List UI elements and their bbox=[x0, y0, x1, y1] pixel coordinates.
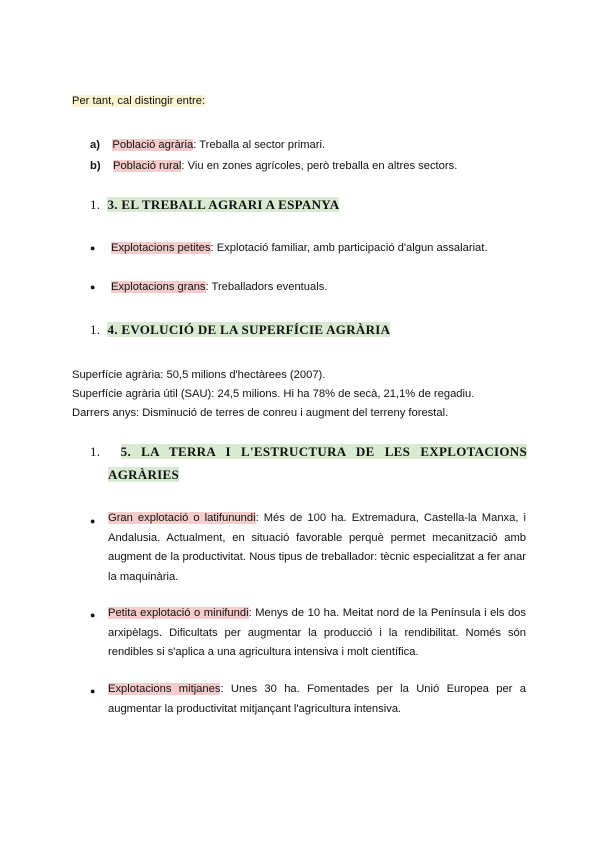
definition-a bbox=[90, 139, 325, 152]
bullet-term: Explotacions petites bbox=[110, 242, 211, 254]
section-heading-treball bbox=[90, 197, 339, 213]
bullet-text: : Treballadors eventuals. bbox=[205, 281, 328, 293]
bullet-term: Gran explotació o latifunundi bbox=[108, 512, 256, 524]
bullet-text: : Explotació familiar, amb participació d'algun assalariat. bbox=[210, 242, 488, 254]
definition-text: : Treballa al sector primari. bbox=[193, 139, 326, 151]
bullet-term: Explotacions grans bbox=[110, 281, 206, 293]
bullet-icon: ● bbox=[90, 243, 96, 253]
superficie-line: Superfície agrària: 50,5 milions d'hectàrees (2007). bbox=[72, 369, 326, 381]
list-marker: a) bbox=[90, 139, 100, 151]
definition-term: Població agrària bbox=[112, 139, 194, 151]
superficie-line: Darrers anys: Disminució de terres de conreu i augment del terreny forestal. bbox=[72, 407, 449, 419]
bullet-text: : Menys de 10 ha. Meitat nord de la Península i els dos arxipèlags. Dificultats per augmentar la producció i la rendibilitat. Només són rendibles si s'aplica a una agricultura intensiva i molt científica. bbox=[108, 607, 526, 658]
section-title: 5. LA TERRA I L'ESTRUCTURA DE LES EXPLOTACIONS bbox=[120, 444, 527, 459]
list-item bbox=[90, 242, 488, 255]
list-item bbox=[90, 281, 327, 294]
definition-text: : Viu en zones agrícoles, però treballa en altres sectors. bbox=[181, 160, 458, 172]
bullet-term: Explotacions mitjanes bbox=[108, 683, 221, 695]
intro-highlight: Per tant, cal distingir entre: bbox=[72, 95, 206, 107]
section-heading-evolucio bbox=[90, 322, 390, 338]
bullet-icon: ● bbox=[90, 610, 96, 620]
section-heading-terra bbox=[90, 444, 527, 460]
definition-b bbox=[90, 160, 457, 173]
section-title: AGRÀRIES bbox=[108, 467, 180, 482]
section-title: 4. EVOLUCIÓ DE LA SUPERFÍCIE AGRÀRIA bbox=[107, 322, 391, 337]
list-item bbox=[108, 509, 526, 587]
section-title: 3. EL TREBALL AGRARI A ESPANYA bbox=[107, 197, 340, 212]
section-number: 1. bbox=[90, 444, 101, 459]
list-item bbox=[108, 604, 526, 663]
section-number: 1. bbox=[90, 197, 101, 212]
list-marker: b) bbox=[90, 160, 101, 172]
section-number: 1. bbox=[90, 322, 101, 337]
intro-text bbox=[72, 95, 205, 108]
bullet-icon: ● bbox=[90, 686, 96, 696]
section-heading-terra-line2 bbox=[108, 467, 179, 483]
list-item bbox=[108, 680, 526, 719]
superficie-line: Superfície agrària útil (SAU): 24,5 milions. Hi ha 78% de secà, 21,1% de regadiu. bbox=[72, 388, 475, 400]
bullet-text: : Més de 100 ha. Extremadura, Castella-la Manxa, i Andalusia. Actualment, en situació favorable perquè permet mecanització amb augment de la productivitat. Nous tipus de treballador: tècnic especialitzat a fer anar la maquinària. bbox=[108, 512, 526, 583]
bullet-icon: ● bbox=[90, 516, 96, 526]
bullet-icon: ● bbox=[90, 282, 96, 292]
bullet-term: Petita explotació o minifundi bbox=[108, 607, 249, 619]
bullet-text: : Unes 30 ha. Fomentades per la Unió Europea per a augmentar la productivitat mitjançant l'agricultura intensiva. bbox=[108, 683, 526, 715]
definition-term: Població rural bbox=[113, 160, 182, 172]
